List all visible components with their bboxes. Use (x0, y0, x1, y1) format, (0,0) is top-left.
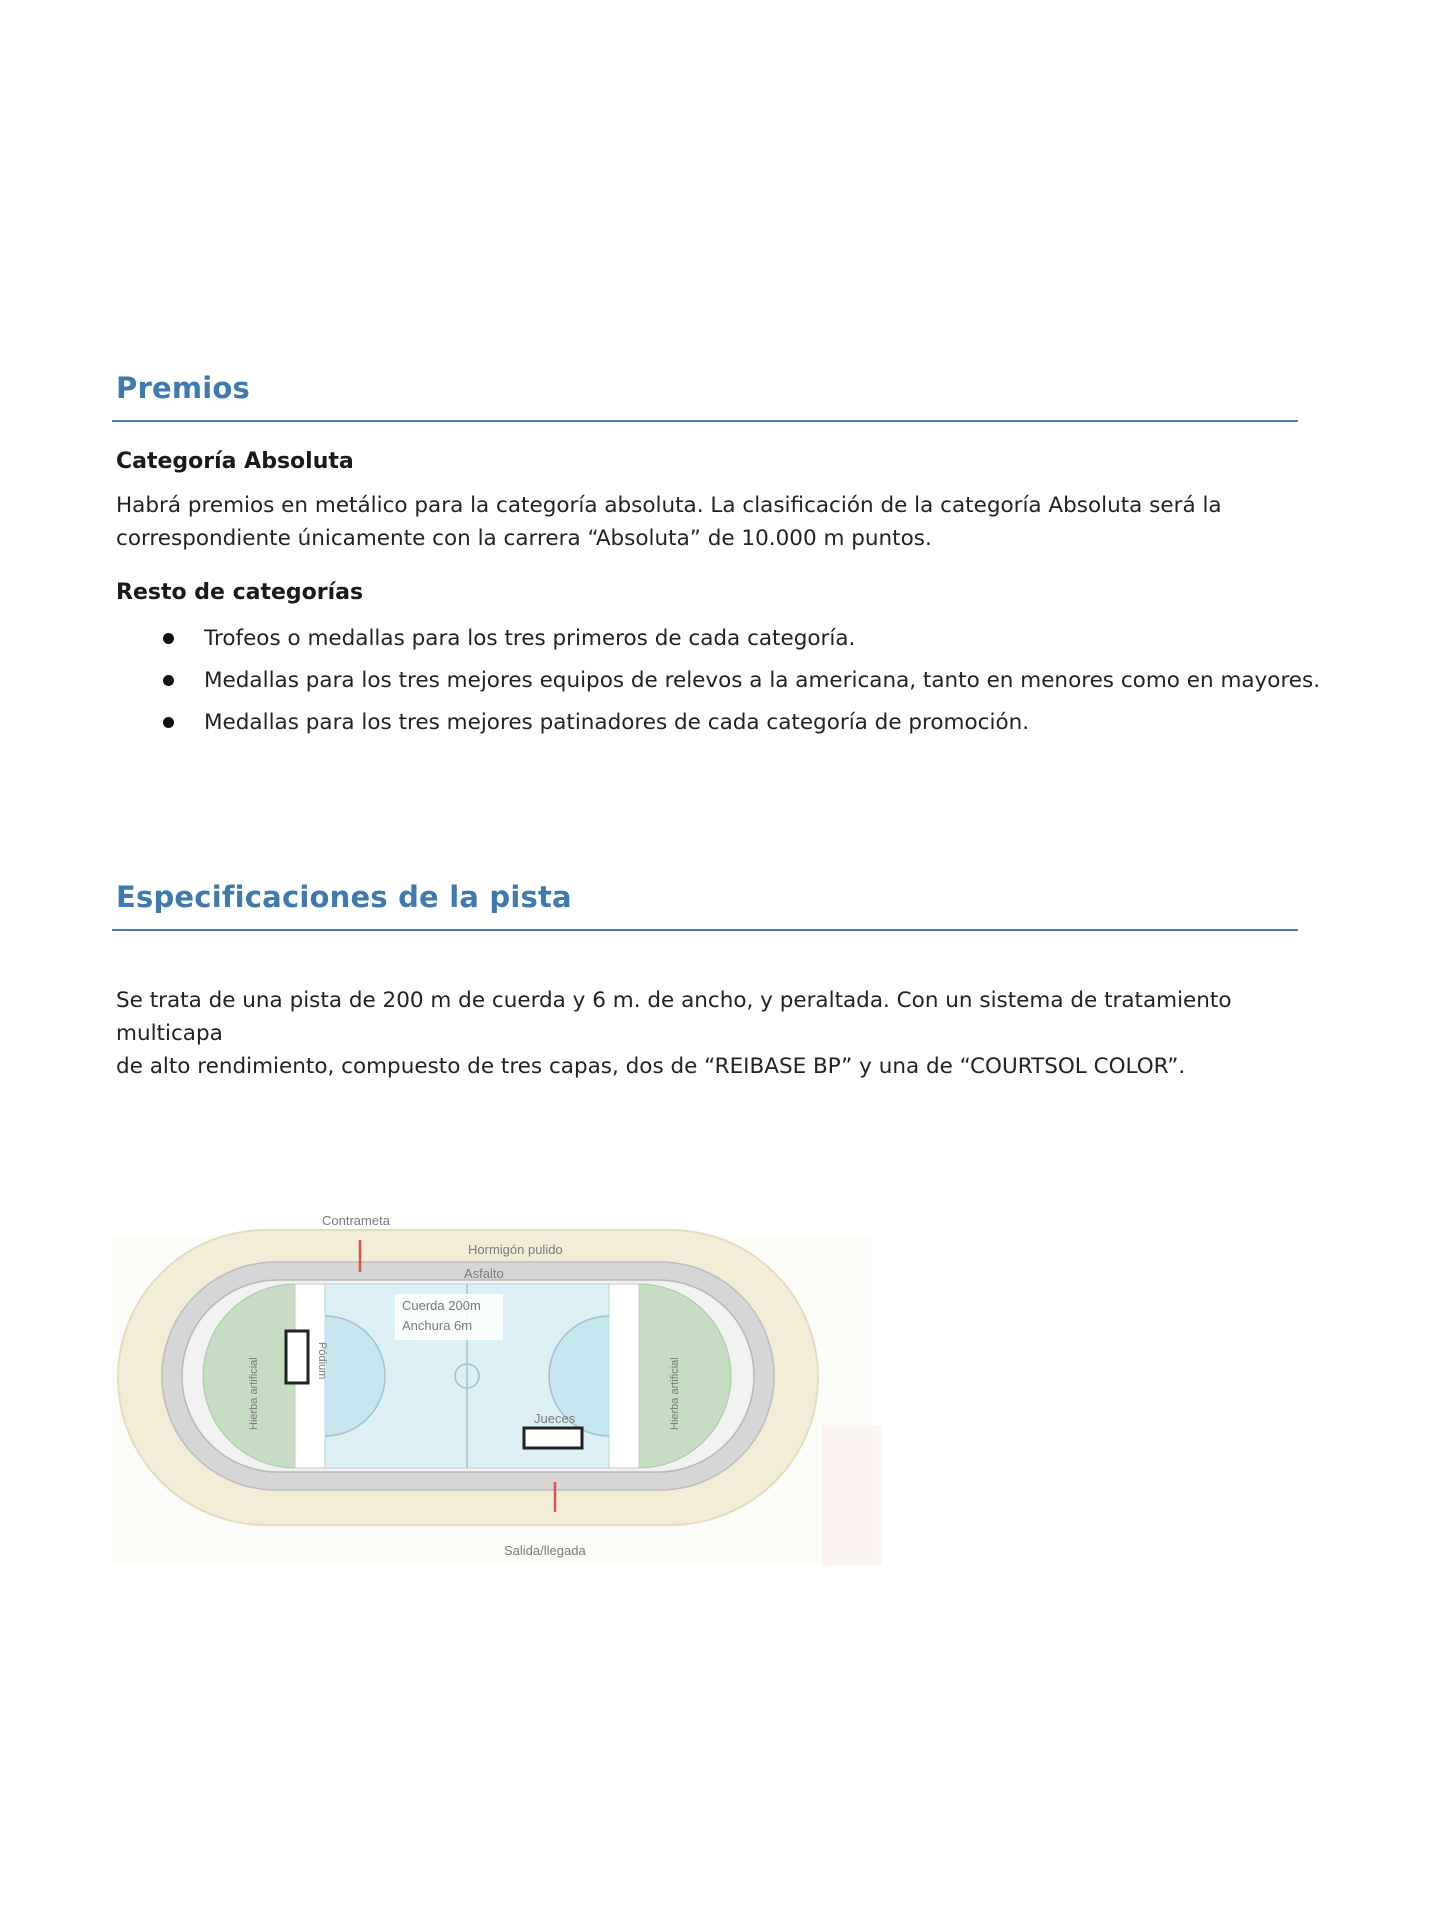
right-strip (609, 1284, 639, 1468)
list-item-text: Medallas para los tres mejores equipos de relevos a la americana, tanto en menores como en mayores. (204, 668, 1321, 693)
especificaciones-title: Especificaciones de la pista (116, 880, 572, 914)
label-hormigon-pulido: Hormigón pulido (468, 1242, 563, 1257)
podium-box (286, 1331, 308, 1383)
label-salida-llegada: Salida/llegada (504, 1543, 586, 1558)
premios-title: Premios (116, 371, 250, 405)
label-asfalto: Asfalto (464, 1266, 504, 1281)
label-hierba-right: Hierba artificial (669, 1357, 681, 1430)
premios-bullet-list (160, 622, 1320, 748)
label-anchura: Anchura 6m (402, 1318, 473, 1333)
judges-box (524, 1428, 582, 1448)
categoria-absoluta-heading: Categoría Absoluta (116, 449, 354, 474)
label-podium: Pódium (316, 1342, 328, 1380)
label-contrameta: Contrameta (322, 1213, 390, 1228)
especificaciones-line-1: Se trata de una pista de 200 m de cuerda y 6 m. de ancho, y peraltada. Con un sistema de tratamiento multicapa (116, 988, 1232, 1046)
list-item (160, 664, 1320, 706)
label-hierba-left: Hierba artificial (248, 1357, 260, 1430)
especificaciones-line-2: de alto rendimiento, compuesto de tres capas, dos de “REIBASE BP” y una de “COURTSOL COLOR”. (116, 1054, 1186, 1079)
track-diagram-svg (112, 1200, 882, 1580)
categoria-absoluta-line-1: Habrá premios en metálico para la categoría absoluta. La clasificación de la categoría Absoluta será la (116, 493, 1222, 518)
resto-categorias-heading: Resto de categorías (116, 580, 364, 605)
bullet-icon (163, 633, 174, 644)
bullet-icon (163, 675, 174, 686)
label-jueces: Jueces (534, 1411, 576, 1426)
list-item-text: Trofeos o medallas para los tres primeros de cada categoría. (204, 626, 856, 651)
label-cuerda: Cuerda 200m (402, 1298, 481, 1313)
premios-divider (112, 420, 1298, 422)
especificaciones-divider (112, 929, 1298, 931)
diagram-corner-shade (822, 1425, 882, 1565)
list-item-text: Medallas para los tres mejores patinadores de cada categoría de promoción. (204, 710, 1030, 735)
especificaciones-text (116, 984, 1306, 1083)
list-item (160, 706, 1320, 748)
categoria-absoluta-line-2: correspondiente únicamente con la carrera “Absoluta” de 10.000 m puntos. (116, 526, 932, 551)
categoria-absoluta-text (116, 489, 1306, 555)
track-diagram (112, 1200, 882, 1580)
list-item (160, 622, 1320, 664)
bullet-icon (163, 717, 174, 728)
